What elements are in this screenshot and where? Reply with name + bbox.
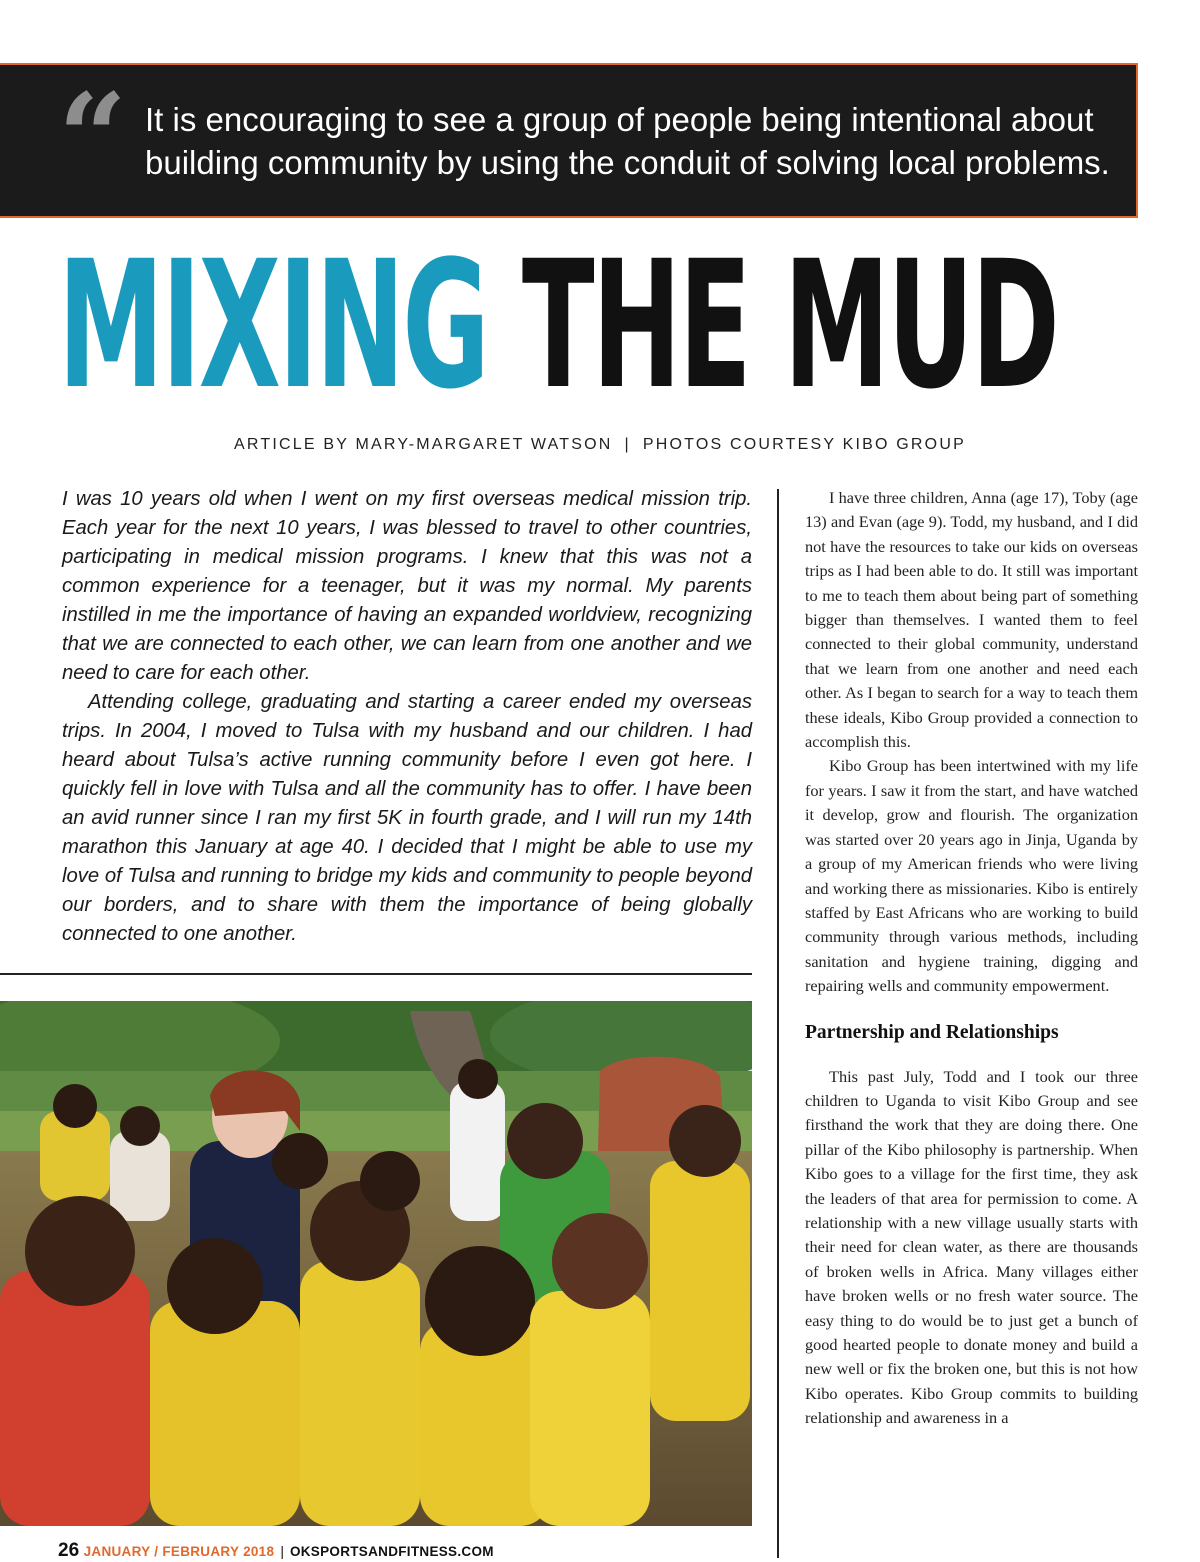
page-number: 26 [58, 1540, 80, 1561]
byline-photos: PHOTOS COURTESY KIBO GROUP [642, 436, 966, 453]
pull-quote-text: It is encouraging to see a group of people being intentional about building community by using the conduit of solving local problems. [145, 101, 1110, 181]
issue-date: JANUARY / FEBRUARY 2018 [83, 1544, 275, 1559]
column-divider [777, 489, 779, 1558]
right-column-text [805, 486, 1138, 1431]
intro-text [62, 485, 752, 949]
article-headline [58, 223, 1058, 428]
section-divider [0, 973, 752, 975]
right-paragraph-1: I have three children, Anna (age 17), Toby (age 13) and Evan (age 9). Todd, my husband, and I did not have the resources to take our kids on overseas trips as I had been able to do. It still was important to me to teach them about being part of something bigger than themselves. I wanted them to feel connected to their global community, understand that we learn from one another and need each other. As I began to search for a way to teach them these ideals, Kibo Group provided a connection to accomplish this. [805, 488, 1138, 752]
byline-author: ARTICLE BY MARY-MARGARET WATSON [234, 436, 613, 453]
footer-separator: | [280, 1543, 284, 1559]
quote-mark-icon: “ [58, 67, 128, 208]
intro-paragraph-2: Attending college, graduating and starting a career ended my overseas trips. In 2004, I moved to Tulsa with my husband and our children. I had heard about Tulsa’s active running community before I even got here. I quickly fell in love with Tulsa and all the community has to offer. I have been an avid runner since I ran my first 5K in fourth grade, and I will run my 14th marathon this January at age 40. I decided that I might be able to use my love of Tulsa and running to bridge my kids and community to people beyond our borders, and to share with them the importance of being globally connected to one another. [62, 691, 752, 945]
byline [0, 436, 1200, 454]
website-link[interactable]: OKSPORTSANDFITNESS.COM [289, 1544, 494, 1559]
page-footer [58, 1540, 494, 1562]
section-heading: Partnership and Relationships [805, 1021, 1059, 1043]
article-photo [0, 1001, 752, 1526]
headline-word-mixing: MIXING [58, 223, 488, 428]
intro-paragraph-1: I was 10 years old when I went on my first overseas medical mission trip. Each year for the next 10 years, I was blessed to travel to other countries, participating in medical mission programs. I knew that this was not a common experience for a teenager, but it was my normal. My parents instilled in me the importance of having an expanded worldview, recognizing that we are connected to each other, we can learn from one another and we need to care for each other. [62, 488, 752, 684]
headline-word-the-mud: THE MUD [521, 223, 1058, 428]
byline-separator: | [624, 436, 631, 453]
right-paragraph-2: Kibo Group has been intertwined with my life for years. I saw it from the start, and have watched it develop, grow and flourish. The organization was started over 20 years ago in Jinja, Uganda by a group of my American friends who were living and working there as missionaries. Kibo is entirely staffed by East Africans who are working to build community through various methods, including sanitation and hygiene training, digging and repairing wells and community empowerment. [805, 756, 1138, 996]
right-paragraph-3: This past July, Todd and I took our three children to Uganda to visit Kibo Group and see firsthand the work that they are doing there. One pillar of the Kibo philosophy is partnership. When Kibo goes to a village for the first time, they ask the leaders of that area for permission to come. A relationship with a new village usually starts with their need for clean water, as there are thousands of broken wells in Africa. Many villages either have broken wells or no fresh water source. The easy thing to do would be to just get a bunch of good hearted people to donate money and build a new well or fix the broken one, but this is not how Kibo operates. Kibo Group commits to building relationship and awareness in a [805, 1066, 1138, 1428]
